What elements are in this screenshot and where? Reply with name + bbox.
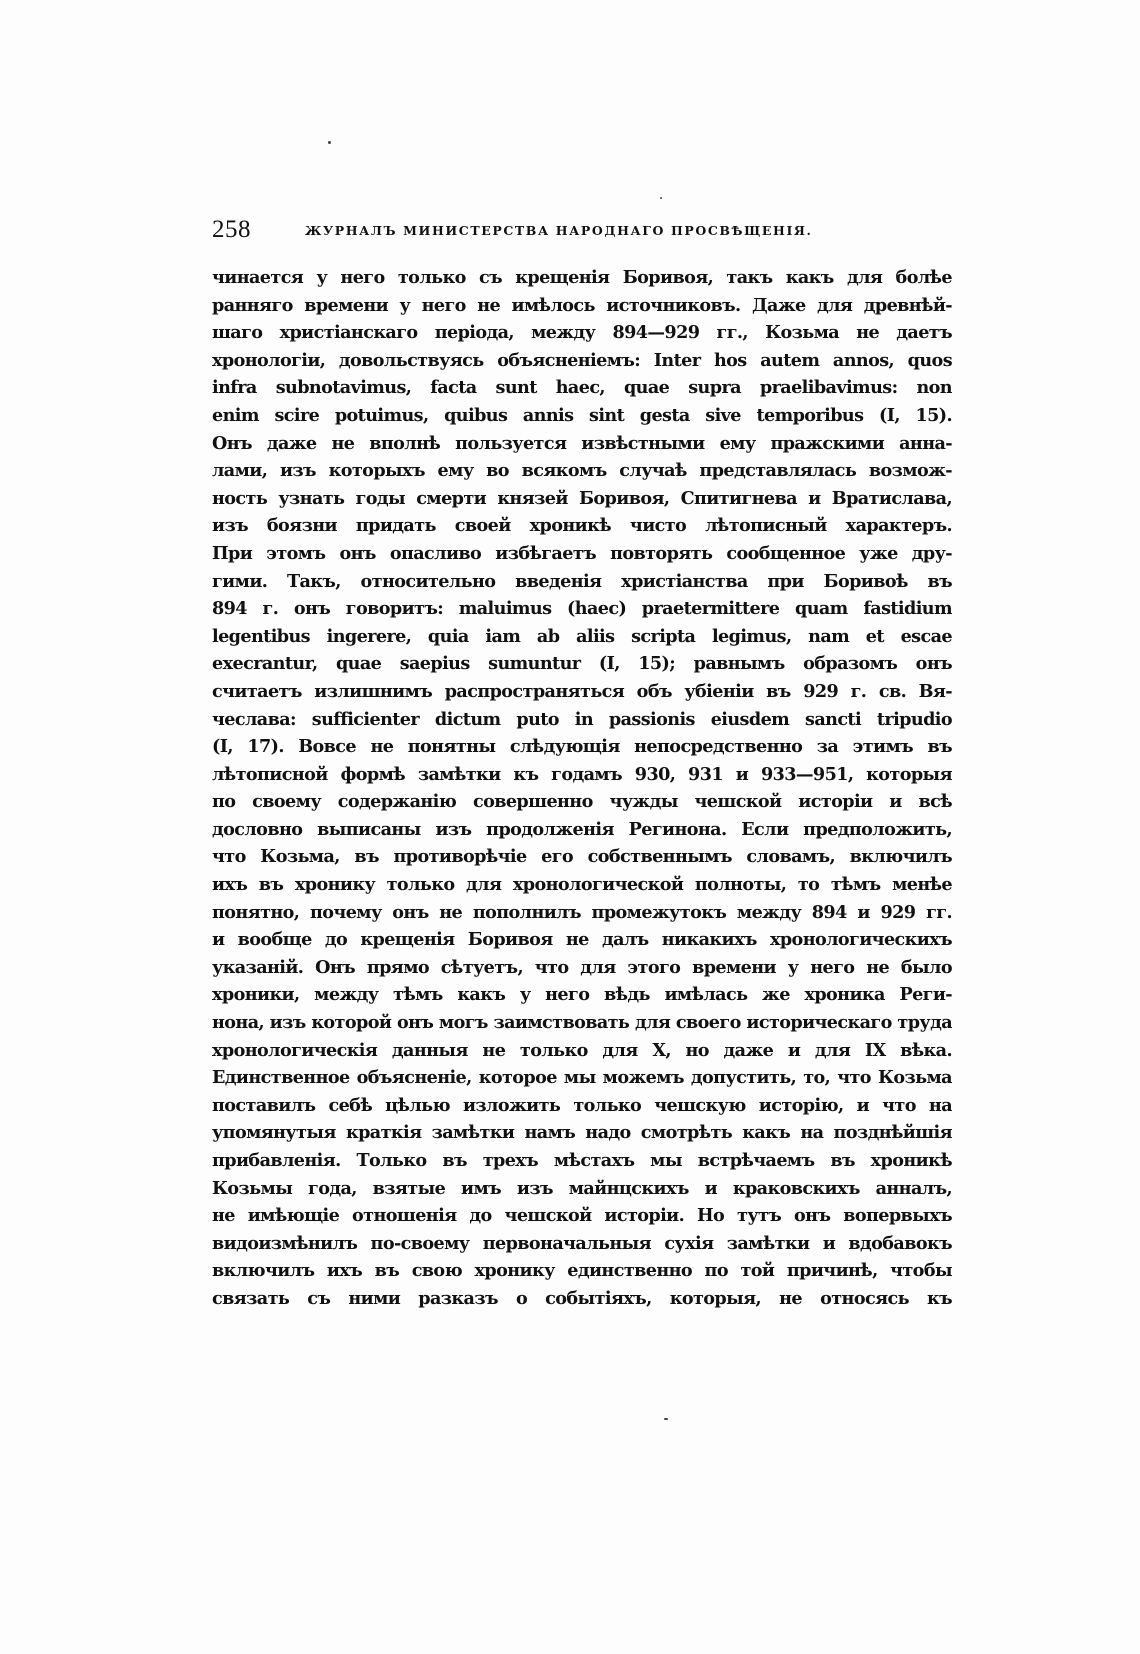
text-line: Онъ даже не вполнѣ пользуется извѣстными ему пражскими анна- — [212, 432, 952, 454]
text-line: ность узнать годы смерти князей Боривоя, Спитигнева и Вратислава, — [212, 487, 952, 509]
text-line: изъ боязни придать своей хроникѣ чисто лѣтописный характеръ. — [212, 515, 952, 537]
text-line: упомянутыя краткія замѣтки намъ надо смотрѣть какъ на позднѣйшія — [212, 1122, 952, 1144]
text-line: гими. Такъ, относительно введенія христіанства при Боривоѣ въ — [212, 570, 952, 592]
text-line: enim scire potuimus, quibus annis sint gesta sive temporibus (I, 15). — [212, 404, 952, 426]
text-line: execrantur, quae saepius sumuntur (I, 15); равнымъ образомъ онъ — [212, 653, 952, 675]
text-line: и вообще до крещенія Боривоя не далъ никакихъ хронологическихъ — [212, 929, 952, 951]
text-line: поставилъ себѣ цѣлью изложить только чешскую исторію, и что на — [212, 1094, 952, 1116]
text-line: хронологіи, довольствуясь объясненіемъ: Inter hos autem annos, quos — [212, 349, 952, 371]
text-line: лами, изъ которыхъ ему во всякомъ случаѣ представлялась возмож- — [212, 460, 952, 482]
text-line: указаній. Онъ прямо сѣтуетъ, что для этого времени у него не было — [212, 956, 952, 978]
scan-speck — [660, 197, 662, 199]
text-line: Козьмы года, взятые имъ изъ майнцскихъ и краковскихъ анналъ, — [212, 1177, 952, 1199]
text-line: чеслава: sufficienter dictum puto in passionis eiusdem sancti tripudio — [212, 708, 952, 730]
page-number: 258 — [212, 216, 251, 243]
text-line: нона, изъ которой онъ могъ заимствовать для своего историческаго труда — [212, 1012, 952, 1034]
text-line: хроники, между тѣмъ какъ у него вѣдь имѣлась же хроника Реги- — [212, 984, 952, 1006]
text-line: ихъ въ хронику только для хронологической полноты, то тѣмъ менѣе — [212, 874, 952, 896]
scan-speck — [664, 1418, 668, 1420]
text-line: считаетъ излишнимъ распространяться объ убіеніи въ 929 г. св. Вя- — [212, 680, 952, 702]
text-line: ранняго времени у него не имѣлось источниковъ. Даже для древнѣй- — [212, 294, 952, 316]
text-line: Единственное объясненіе, которое мы можемъ допустить, то, что Козьма — [212, 1067, 952, 1089]
scan-speck — [328, 141, 331, 144]
running-head: ЖУРНАЛЪ МИНИСТЕРСТВА НАРОДНАГО ПРОСВѢЩЕНІЯ. — [305, 223, 813, 238]
text-line: включилъ ихъ въ свою хронику единственно по той причинѣ, чтобы — [212, 1260, 952, 1282]
text-line: 894 г. онъ говоритъ: maluimus (haec) praetermittere quam fastidium — [212, 598, 952, 620]
page-header — [212, 216, 952, 252]
body-text — [212, 264, 952, 1313]
text-line: понятно, почему онъ не пополнилъ промежутокъ между 894 и 929 гг. — [212, 901, 952, 923]
text-line: шаго христіанскаго періода, между 894—929 гг., Козьма не даетъ — [212, 322, 952, 344]
text-line: прибавленія. Только въ трехъ мѣстахъ мы встрѣчаемъ въ хроникѣ — [212, 1150, 952, 1171]
text-line: что Козьма, въ противорѣчіе его собственнымъ словамъ, включилъ — [212, 846, 952, 868]
text-line: не имѣющіе отношенія до чешской исторіи. Но тутъ онъ вопервыхъ — [212, 1205, 952, 1227]
text-line: infra subnotavimus, facta sunt haec, quae supra praelibavimus: non — [212, 377, 952, 399]
text-line: видоизмѣнилъ по-своему первоначальныя сухія замѣтки и вдобавокъ — [212, 1232, 952, 1254]
text-line: чинается у него только съ крещенія Боривоя, такъ какъ для болѣе — [212, 267, 952, 288]
text-line: по своему содержанію совершенно чужды чешской исторіи и всѣ — [212, 791, 952, 813]
text-line: При этомъ онъ опасливо избѣгаетъ повторять сообщенное уже дру- — [212, 542, 952, 564]
text-line: (I, 17). Вовсе не понятны слѣдующія непосредственно за этимъ въ — [212, 736, 952, 758]
text-line: дословно выписаны изъ продолженія Регинона. Если предположить, — [212, 818, 952, 840]
text-line: связать съ ними разказъ о событіяхъ, которыя, не относясь къ — [212, 1287, 952, 1309]
text-line: хронологическія данныя не только для X, но даже и для IX вѣка. — [212, 1039, 952, 1061]
text-line: лѣтописной формѣ замѣтки къ годамъ 930, 931 и 933—951, которыя — [212, 763, 952, 785]
text-line: legentibus ingerere, quia iam ab aliis scripta legimus, nam et escae — [212, 625, 952, 647]
